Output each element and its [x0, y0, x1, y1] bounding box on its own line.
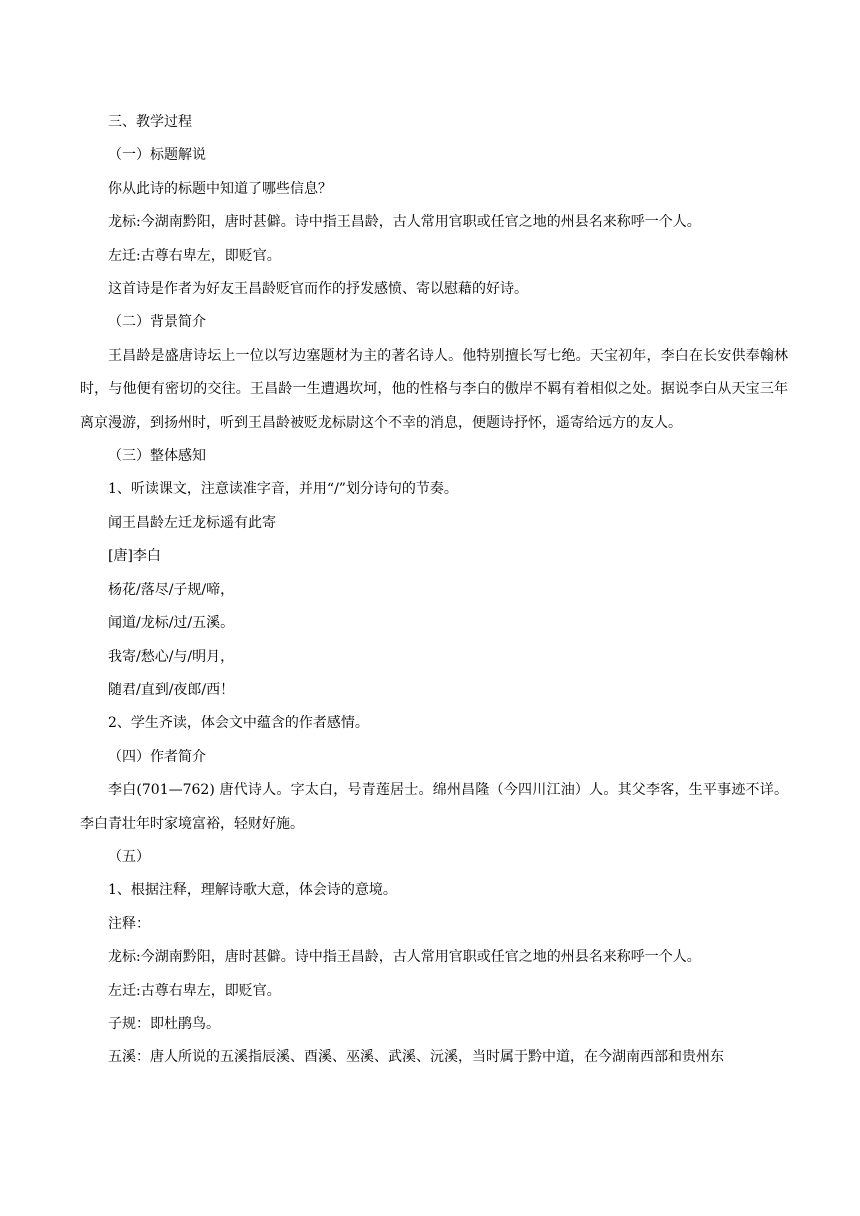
document-body	[80, 106, 788, 1075]
note-item: 左迁:古尊右卑左，即贬官。	[108, 982, 281, 999]
poem-title: 闻王昌龄左迁龙标遥有此寄	[108, 514, 276, 531]
summary-line: 这首诗是作者为好友王昌龄贬官而作的抒发感愤、寄以慰藉的好诗。	[108, 281, 528, 298]
background-paragraph: 王昌龄是盛唐诗坛上一位以写边塞题材为主的著名诗人。他特别擅长写七绝。天宝初年，李白在长安供奉翰林时，与他便有密切的交往。王昌龄一生遭遇坎坷，他的性格与李白的傲岸不羁有着相似之处。据说李白从天宝三年离京漫游，到扬州时，听到王昌龄被贬龙标尉这个不幸的消息，便题诗抒怀，遥寄给远方的友人。	[80, 347, 788, 431]
section-background-label: （二）背景简介	[108, 314, 206, 331]
section-title-label: （一）标题解说	[108, 147, 206, 164]
section-overall-label: （三）整体感知	[108, 448, 206, 465]
poem-author: [唐]李白	[108, 548, 161, 565]
heading-teaching-process: 三、教学过程	[108, 114, 192, 130]
note-zuoqian: 左迁:古尊右卑左，即贬官。	[108, 247, 281, 264]
task-understand: 1、根据注释，理解诗歌大意，体会诗的意境。	[108, 882, 397, 899]
task-listen-read: 1、听读课文，注意读准字音，并用“/”划分诗句的节奏。	[108, 481, 458, 498]
notes-label: 注释：	[108, 915, 150, 932]
question-line: 你从此诗的标题中知道了哪些信息？	[108, 180, 332, 197]
poem-line: 闻道/龙标/过/五溪。	[108, 615, 235, 632]
section-author-label: （四）作者简介	[108, 748, 206, 765]
note-item: 子规：即杜鹃鸟。	[108, 1015, 220, 1032]
note-item: 五溪：唐人所说的五溪指辰溪、酉溪、巫溪、武溪、沅溪，当时属于黔中道，在今湖南西部和贵州东	[108, 1049, 724, 1066]
poem-line: 我寄/愁心/与/明月，	[108, 648, 235, 665]
task-group-read: 2、学生齐读，体会文中蕴含的作者感情。	[108, 715, 369, 732]
author-paragraph: 李白(701—762) 唐代诗人。字太白，号青莲居士。绵州昌隆（今四川江油）人。其父李客，生平事迹不详。李白青壮年时家境富裕，轻财好施。	[80, 782, 788, 832]
section-five-label: （五）	[108, 848, 150, 865]
poem-line: 随君/直到/夜郎/西！	[108, 681, 235, 698]
note-longbiao: 龙标:今湖南黔阳，唐时甚僻。诗中指王昌龄，古人常用官职或任官之地的州县名来称呼一个人。	[108, 214, 701, 231]
note-item: 龙标:今湖南黔阳，唐时甚僻。诗中指王昌龄，古人常用官职或任官之地的州县名来称呼一个人。	[108, 949, 701, 966]
poem-line: 杨花/落尽/子规/啼，	[108, 581, 235, 598]
